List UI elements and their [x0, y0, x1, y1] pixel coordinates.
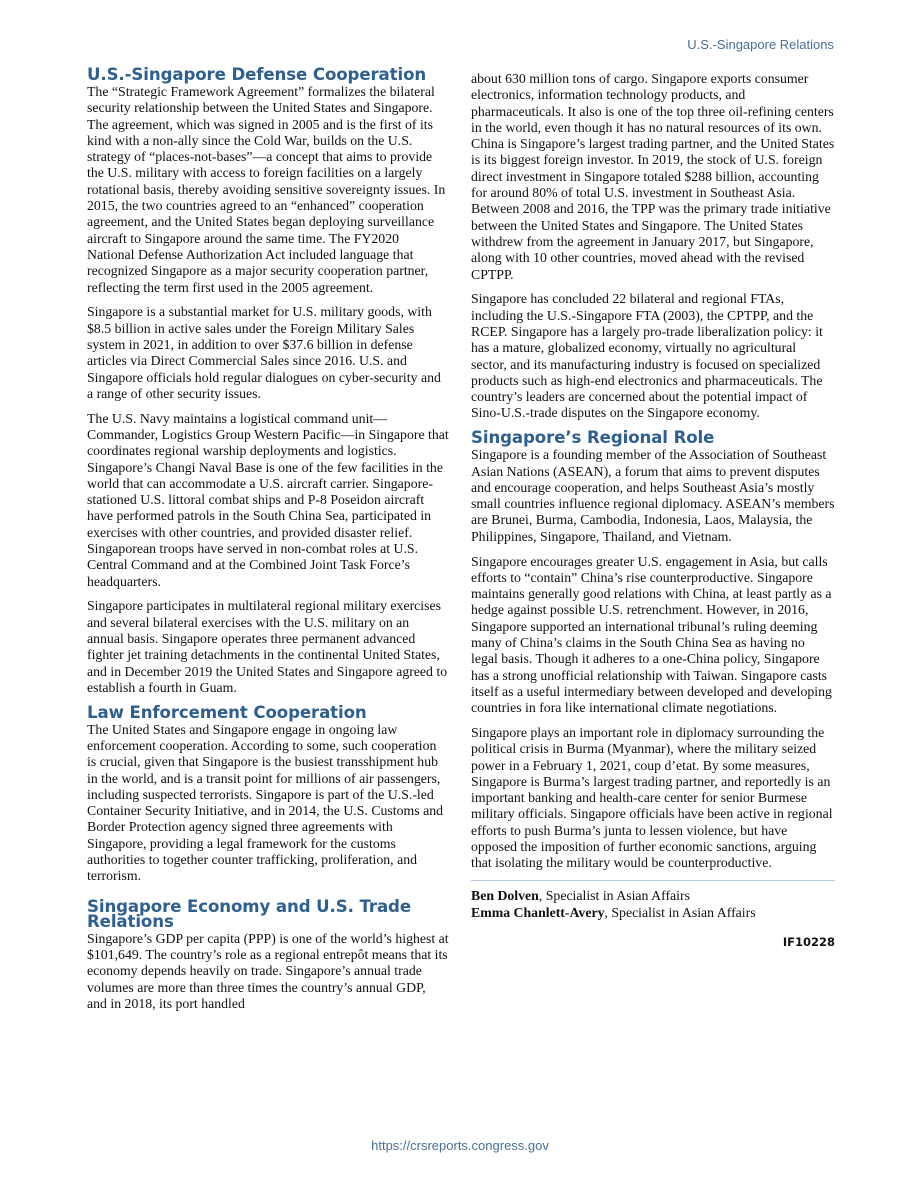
section-heading-regional-role: Singapore’s Regional Role — [471, 428, 715, 448]
author-line — [471, 905, 835, 921]
economy-heading-line-2: Relations — [87, 911, 174, 931]
economy-paragraph-continued: about 630 million tons of cargo. Singapore exports consumer electronics, information technology products, and pharmaceuticals. It also is one of the top three oil-refining centers in the world, even though it has no natural resources of its own. China is Singapore’s largest trading partner, and the United States is its biggest foreign investor. In 2019, the stock of U.S. foreign direct investment in Singapore totaled $288 billion, accounting for around 80% of total U.S. investment in Southeast Asia. Between 2008 and 2016, the TPP was the primary trade initiative between the United States and Singapore. The United States withdrew from the agreement in January 2017, but Singapore, along with 10 other countries, moved ahead with the revised CPTPP. — [471, 71, 835, 282]
author-divider — [471, 880, 835, 881]
author-title: , Specialist in Asian Affairs — [538, 888, 690, 904]
regional-paragraph: Singapore plays an important role in diplomacy surrounding the political crisis in Burma (Myanmar), where the military seized power in a February 1, 2021, coup d’etat. By some measures, Singapore is Burma’s largest trading partner, and reportedly is an important banking and health-care center for senior Burmese military officials. Singapore officials have been active in regional efforts to push Burma’s junta to lessen violence, but have opposed the imposition of further economic sanctions, arguing that isolating the military would be counterproductive. — [471, 724, 833, 871]
economy-paragraph: Singapore has concluded 22 bilateral and regional FTAs, including the U.S.-Singapore FTA (2003), the CPTPP, and the RCEP. Singapore has a largely pro-trade liberalization policy: it has a mature, globalized economy, virtually no agricultural sector, and its manufacturing industry is focused on specialized products such as high-end electronics and pharmaceuticals. The country’s leaders are concerned about the potential impact of Sino-U.S.-trade disputes on the Singapore economy. — [471, 291, 823, 421]
left-column — [87, 67, 449, 1021]
regional-paragraph: Singapore is a founding member of the Association of Southeast Asian Nations (ASEAN), a forum that aims to prevent disputes and encourage cooperation, and helps Southeast Asia’s mostly small countries influence regional diplomacy. ASEAN’s members are Brunei, Burma, Cambodia, Indonesia, Laos, Malaysia, the Philippines, Singapore, Thailand, and Vietnam. — [471, 447, 835, 544]
report-id: IF10228 — [782, 934, 835, 949]
right-column — [471, 71, 835, 950]
running-header-title: U.S.-Singapore Relations — [687, 37, 834, 52]
defense-paragraph: The “Strategic Framework Agreement” formalizes the bilateral security relationship between the United States and Singapore. The agreement, which was signed in 2005 and is the first of its kind with a non-ally since the Cold War, builds on the U.S. strategy of “places-not-bases”—a concept that aims to provide the U.S. military with access to foreign facilities on a largely rotational basis, thereby avoiding sensitive sovereignty issues. In 2015, the two countries agreed to an “enhanced” cooperation agreement, and the United States began deploying surveillance aircraft to Singapore around the same time. The FY2020 National Defense Authorization Act included language that recognized Singapore as a major security cooperation partner, reflecting the term first used in the 2005 agreement. — [87, 84, 446, 295]
author-title: , Specialist in Asian Affairs — [604, 905, 756, 921]
economy-heading-line-1: Singapore Economy and U.S. Trade — [87, 896, 411, 916]
footer-url-link[interactable]: https://crsreports.congress.gov — [371, 1138, 549, 1153]
law-enforcement-paragraph: The United States and Singapore engage in ongoing law enforcement cooperation. According to some, such cooperation is crucial, given that Singapore is the busiest transshipment hub in the world, and is a transit point for millions of air passengers, including suspected terrorists. Singapore is part of the U.S.-led Container Security Initiative, and in 2014, the U.S. Customs and Border Protection agency signed three agreements with Singapore, providing a legal framework for the customs authorities to together counter trafficking, proliferation, and terrorism. — [87, 721, 443, 884]
economy-paragraph: Singapore’s GDP per capita (PPP) is one of the world’s highest at $101,649. The country’s role as a regional entrepôt means that its economy depends heavily on trade. Singapore’s annual trade volumes are more than three times the country’s annual GDP, and in 2018, its port handled — [87, 930, 449, 1011]
defense-paragraph: Singapore participates in multilateral regional military exercises and several bilateral exercises with the U.S. military on an annual basis. Singapore operates three permanent advanced fighter jet training detachments in the continental United States, and in December 2019 the United States and Singapore agreed to establish a fourth in Guam. — [87, 598, 448, 695]
author-line — [471, 888, 835, 904]
defense-paragraph: Singapore is a substantial market for U.S. military goods, with $8.5 billion in active sales under the Foreign Military Sales system in 2021, in addition to over $37.6 billion in defense articles via Direct Commercial Sales since 2016. U.S. and Singapore officials hold regular dialogues on cyber-security and a range of other security issues. — [87, 304, 441, 401]
section-heading-law-enforcement: Law Enforcement Cooperation — [87, 702, 367, 722]
regional-paragraph: Singapore encourages greater U.S. engagement in Asia, but calls efforts to “contain” China’s rise counterproductive. Singapore maintains generally good relations with China, at least partly as a hedge against possible U.S. retrenchment. However, in 2016, Singapore supported an international tribunal’s ruling deeming many of China’s claims in the South China Sea as having no legal basis. Though it adheres to a one-China policy, Singapore has a strong unofficial relationship with Taiwan. Singapore casts itself as a useful intermediary between developed and developing countries in fora like international climate negotiations. — [471, 553, 832, 716]
author-name: Emma Chanlett-Avery — [471, 905, 605, 921]
author-name: Ben Dolven — [471, 888, 539, 904]
defense-paragraph: The U.S. Navy maintains a logistical command unit—Commander, Logistics Group Western Pacific—in Singapore that coordinates regional warship deployments and logistics. Singapore’s Changi Naval Base is one of the few facilities in the world that can accommodate a U.S. aircraft carrier. Singapore-stationed U.S. littoral combat ships and P-8 Poseidon aircraft have performed patrols in the South China Sea, participated in exercises with other countries, and provided disaster relief. Singaporean troops have served in non-combat roles at U.S. Central Command and at the Combined Joint Task Force’s headquarters. — [87, 410, 449, 589]
section-heading-defense: U.S.-Singapore Defense Cooperation — [87, 65, 427, 84]
section-heading-economy — [87, 896, 449, 931]
